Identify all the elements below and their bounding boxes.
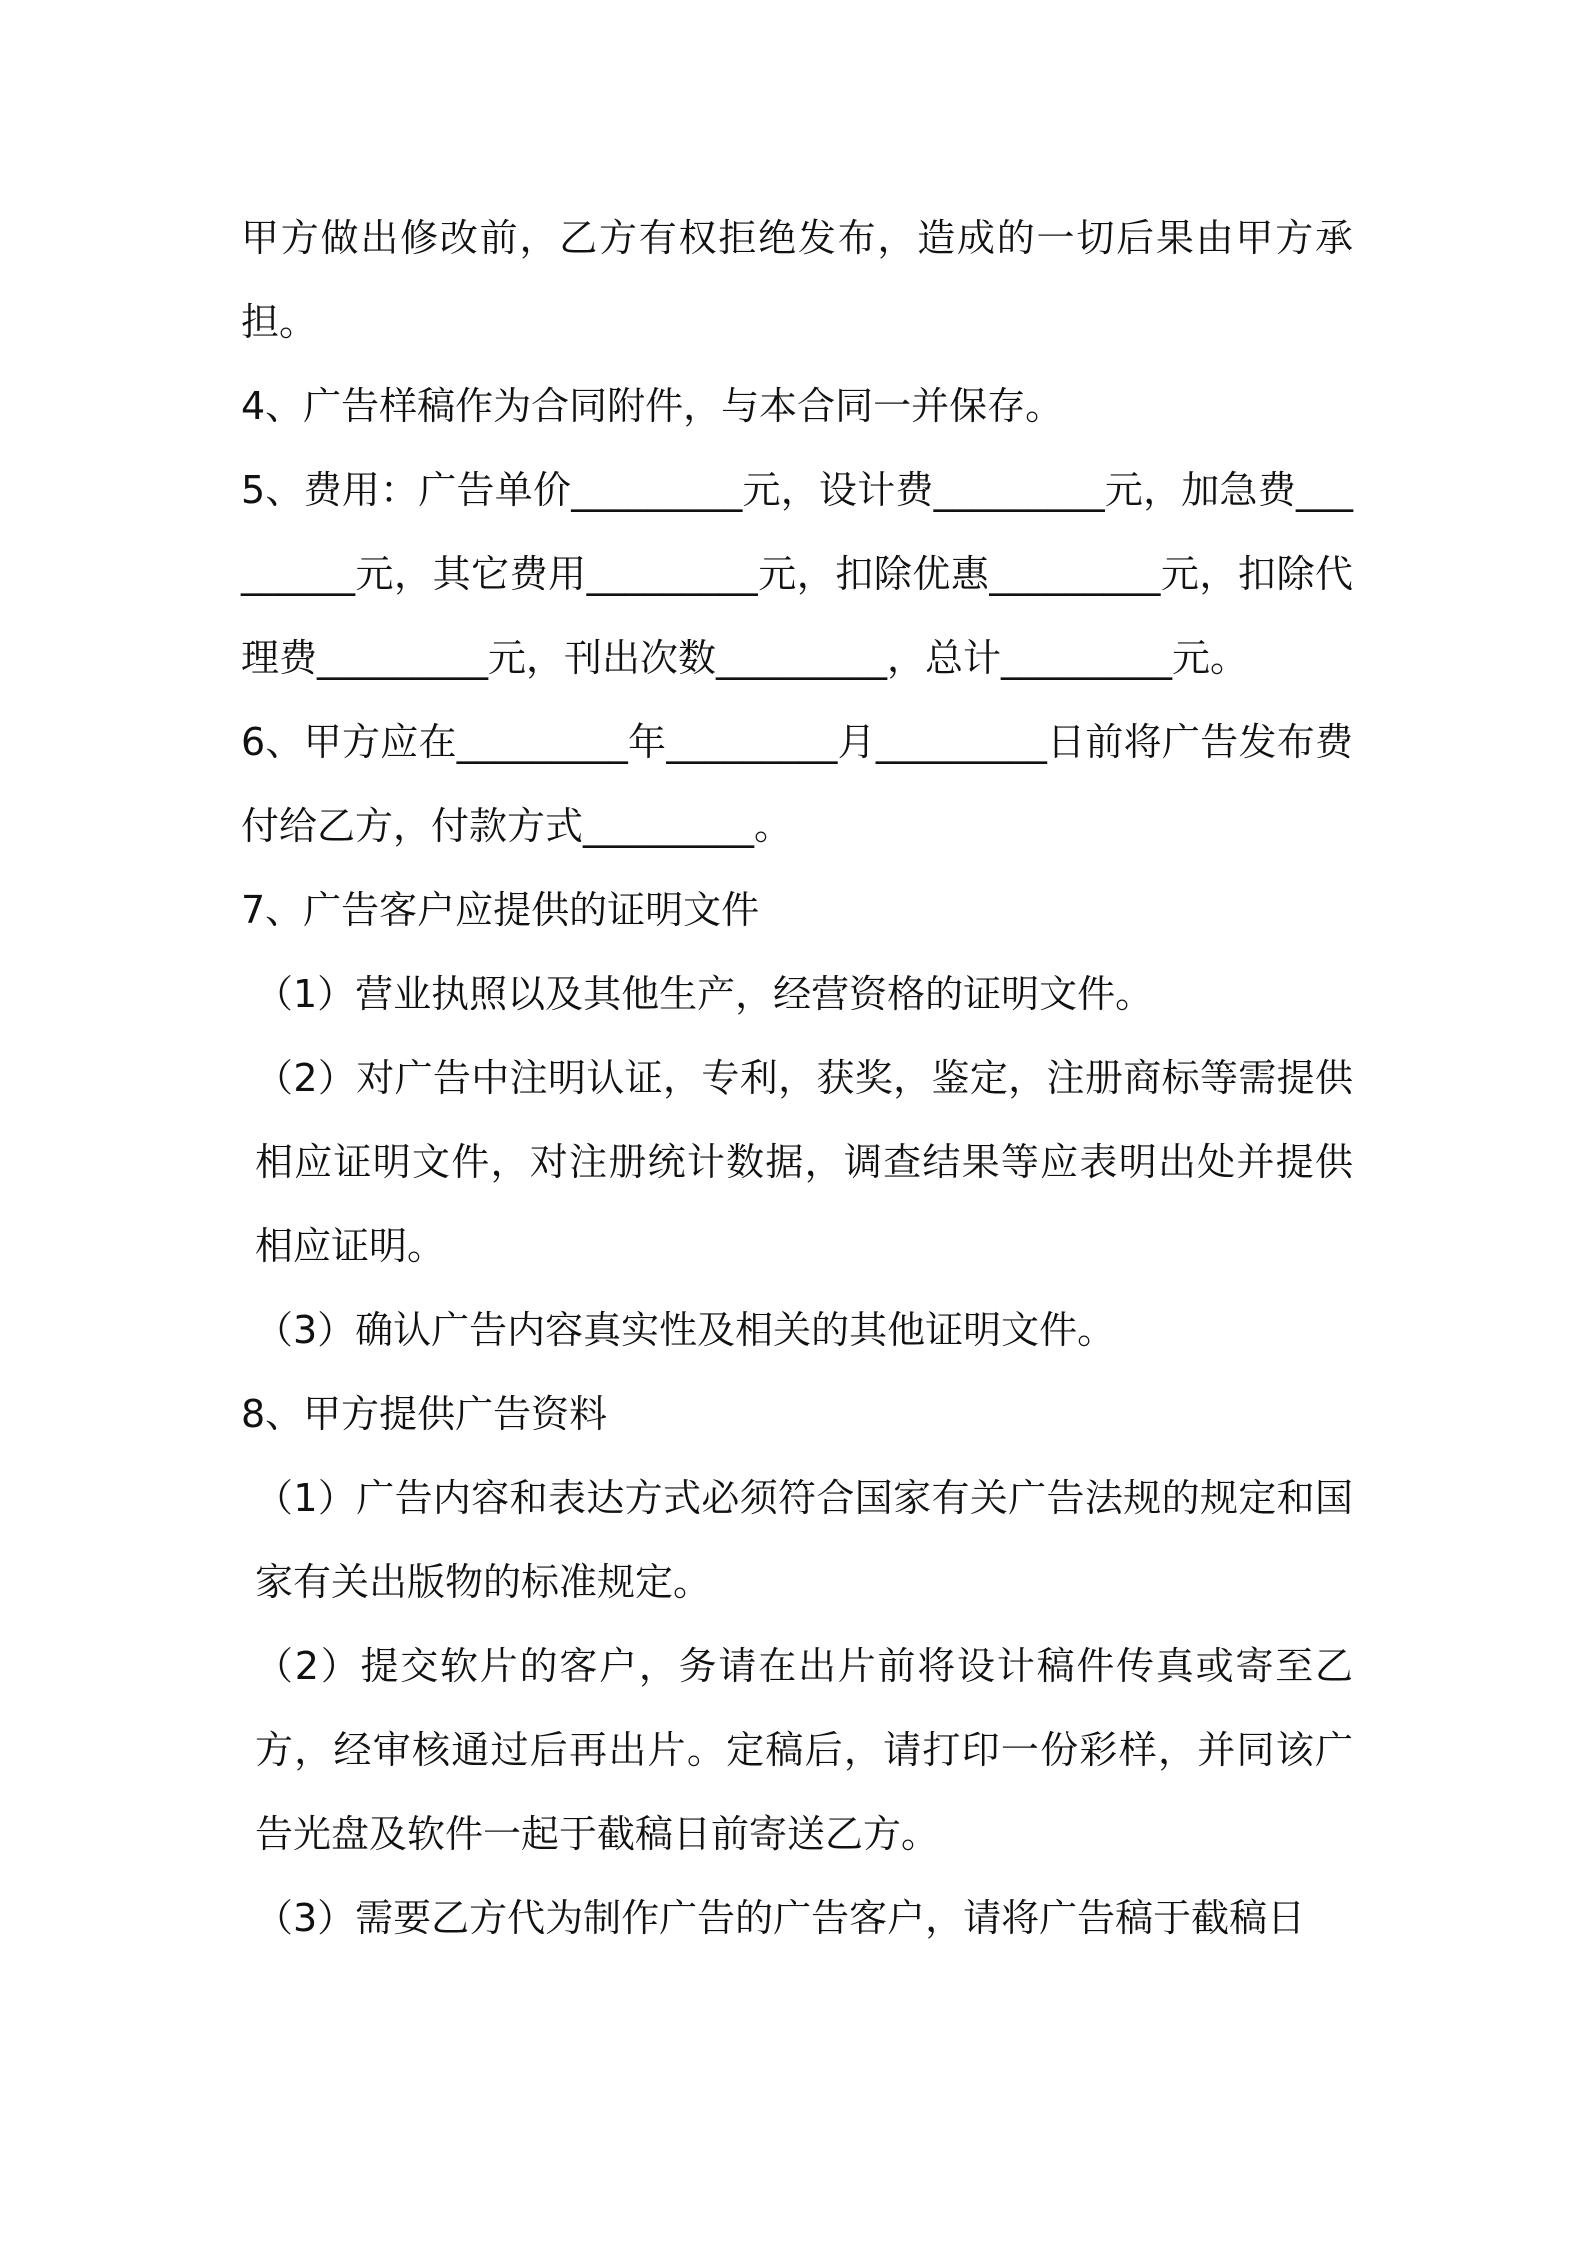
clause-8-heading: 8、甲方提供广告资料 <box>241 1392 608 1436</box>
clause-7-item-2: （2）对广告中注明认证，专利，获奖，鉴定，注册商标等需提供相应证明文件，对注册统计数据，调查结果等应表明出处并提供相应证明。 <box>255 1056 1353 1268</box>
clause-7-item-3: （3）确认广告内容真实性及相关的其他证明文件。 <box>255 1308 1116 1352</box>
clause-8-item-2: （2）提交软片的客户，务请在出片前将设计稿件传真或寄至乙方，经审核通过后再出片。定稿后，请打印一份彩样，并同该广告光盘及软件一起于截稿日前寄送乙方。 <box>255 1644 1353 1856</box>
paragraph-continuation: 甲方做出修改前，乙方有权拒绝发布，造成的一切后果由甲方承担。 <box>241 216 1353 344</box>
clause-6-payment: 6、甲方应在_________年_________月_________日前将广告发布费付给乙方，付款方式_________。 <box>241 720 1353 848</box>
clause-8-item-1: （1）广告内容和表达方式必须符合国家有关广告法规的规定和国家有关出版物的标准规定。 <box>255 1476 1353 1604</box>
clause-8-item-3: （3）需要乙方代为制作广告的广告客户，请将广告稿于截稿日 <box>255 1896 1306 1940</box>
clause-7-item-1: （1）营业执照以及其他生产，经营资格的证明文件。 <box>255 972 1154 1016</box>
document-body <box>241 196 1353 1960</box>
clause-5-fees: 5、费用：广告单价_________元，设计费_________元，加急费_________元，其它费用_________元，扣除优惠_________元，扣除代理费_________元，刊出次数_________，总计_________元。 <box>241 468 1353 680</box>
clause-4: 4、广告样稿作为合同附件，与本合同一并保存。 <box>241 384 1064 428</box>
clause-7-heading: 7、广告客户应提供的证明文件 <box>241 888 760 932</box>
